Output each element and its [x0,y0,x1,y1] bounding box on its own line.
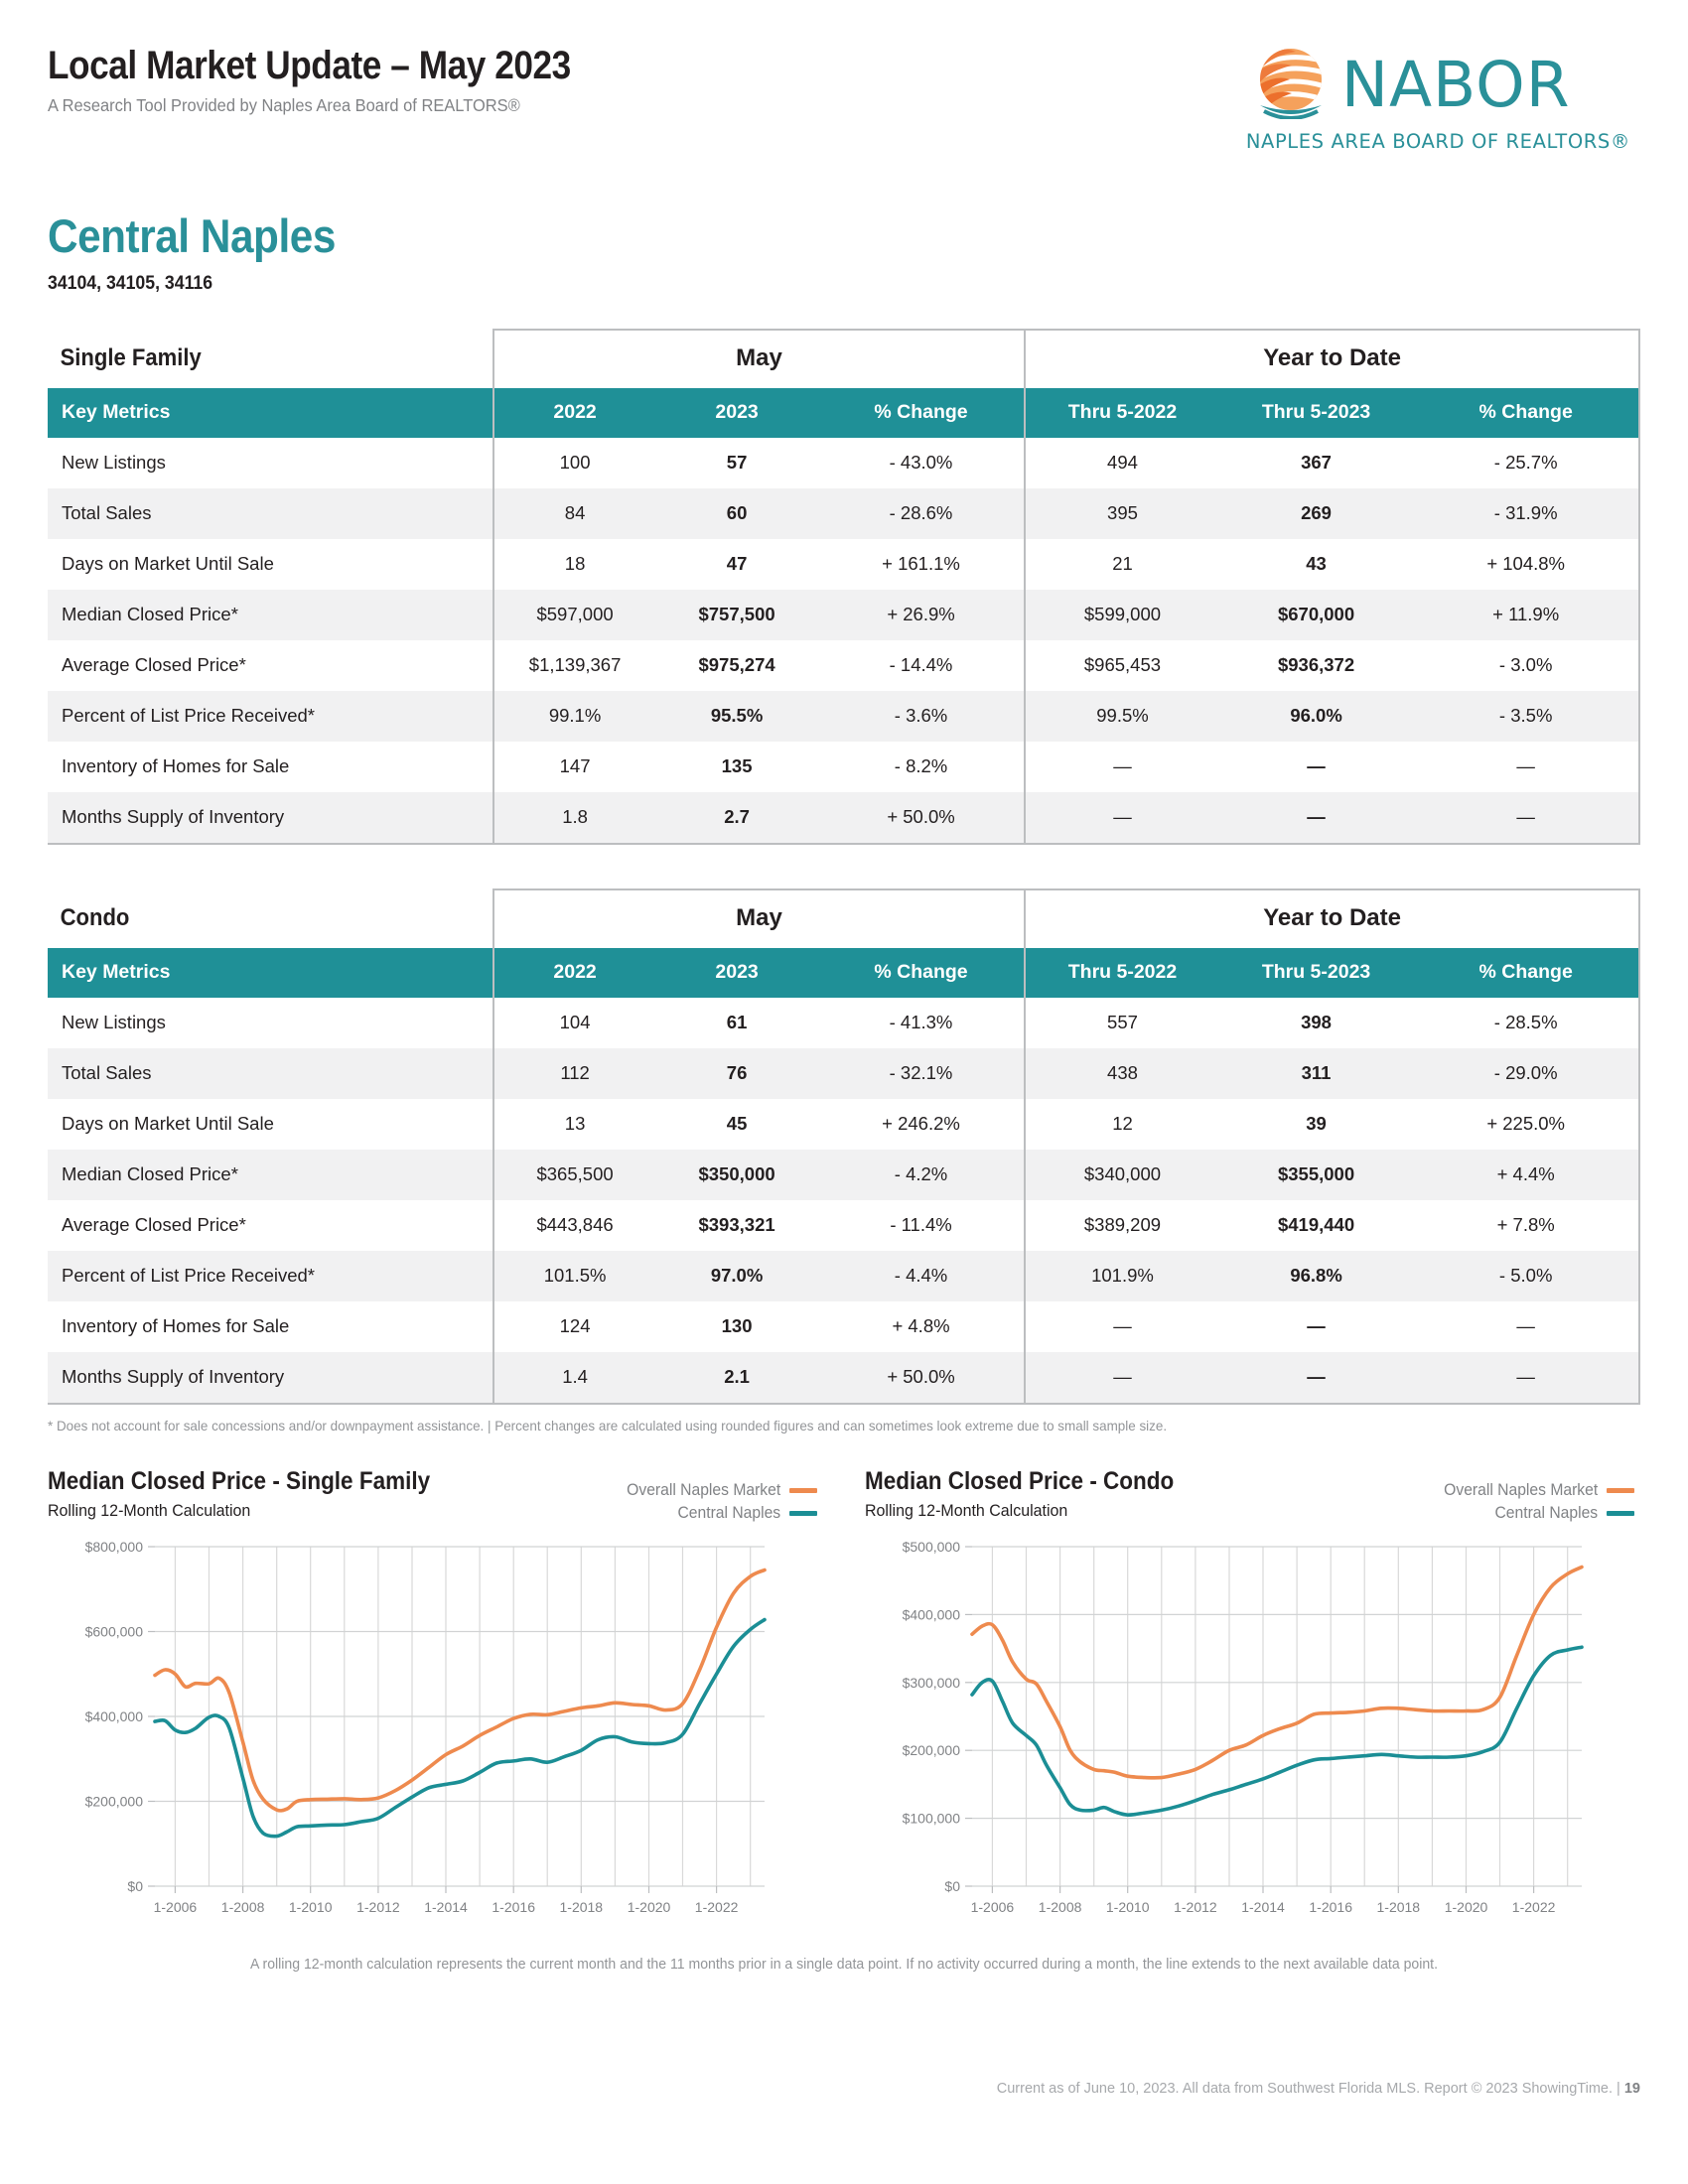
svg-text:$400,000: $400,000 [84,1708,143,1724]
column-header: Thru 5-2022 [1025,388,1219,438]
legend-swatch-icon [789,1488,817,1493]
table-row [48,1251,1639,1301]
metric-value: $443,846 [493,1200,656,1251]
metric-value: - 31.9% [1413,488,1639,539]
metric-label: New Listings [62,452,166,473]
metric-value: + 7.8% [1413,1200,1639,1251]
metric-value: $757,500 [655,590,818,640]
metric-value: $389,209 [1025,1200,1219,1251]
column-header: 2023 [655,948,818,998]
column-header: Key Metrics [48,948,493,998]
table-row [48,1352,1639,1404]
metric-value: 95.5% [655,691,818,742]
table-row [48,438,1639,488]
metric-value: 47 [726,553,748,574]
legend-label: Overall Naples Market [626,1481,780,1499]
svg-text:1-2022: 1-2022 [694,1899,739,1915]
metric-value: 99.1% [493,691,656,742]
column-header: Thru 5-2023 [1219,388,1414,438]
metric-value: 398 [1301,1012,1332,1032]
svg-text:1-2014: 1-2014 [1241,1899,1285,1915]
svg-text:1-2016: 1-2016 [1309,1899,1352,1915]
metric-value: 147 [493,742,656,792]
legend-item [619,1481,817,1500]
metric-value: + 26.9% [818,590,1025,640]
metric-value: — [1025,1352,1219,1404]
metric-value: — [1413,742,1639,792]
page-title: Local Market Update – May 2023 [48,44,571,87]
metric-value: 367 [1301,452,1332,473]
metric-value: 13 [493,1099,656,1150]
area-title: Central Naples [48,209,336,262]
area-zipcodes: 34104, 34105, 34116 [48,273,213,294]
svg-text:1-2020: 1-2020 [1444,1899,1488,1915]
legend-swatch-icon [1607,1488,1634,1493]
header-titles [48,44,642,116]
logo-tagline: NAPLES AREA BOARD OF REALTORS® [1245,130,1630,153]
table-row [48,742,1639,792]
table-group-label: Condo [60,903,130,931]
table-group-label: Single Family [60,343,202,371]
period-header: May [493,330,1025,388]
metric-value: 21 [1025,539,1219,590]
metric-value: - 28.5% [1413,998,1639,1048]
metric-value: - 41.3% [889,1012,953,1032]
metric-value: — [1219,792,1414,844]
metric-label: Total Sales [48,1048,493,1099]
metric-value: $965,453 [1025,640,1219,691]
metric-value: 39 [1306,1113,1327,1134]
chart-plot-area [865,1535,1640,1937]
metric-value: 60 [655,488,818,539]
metric-value: — [1307,1315,1326,1336]
metric-value: 18 [493,539,656,590]
footer-text: Current as of June 10, 2023. All data from Southwest Florida MLS. Report © 2023 ShowingTime. | [996,2081,1620,2097]
table-column-header [48,388,1639,438]
table-footnote: * Does not account for sale concessions and/or downpayment assistance. | Percent changes are calculated using rounded figures and can sometimes look extreme due to small sample size. [48,1418,1168,1433]
metric-value: 1.4 [493,1352,656,1404]
metric-value: $350,000 [655,1150,818,1200]
logo-row [1246,46,1630,124]
metric-label: Percent of List Price Received* [48,1251,493,1301]
table-column-header [48,948,1639,998]
table-row [48,691,1639,742]
metric-value: - 14.4% [889,654,953,675]
metric-value: $419,440 [1277,1214,1355,1235]
chart-title: Median Closed Price - Condo [865,1467,1175,1495]
chart-legend [1436,1481,1634,1527]
svg-text:1-2012: 1-2012 [1174,1899,1217,1915]
column-header: 2022 [493,388,656,438]
nabor-sphere-icon [1246,46,1336,124]
metric-value: - 3.5% [1413,691,1639,742]
metric-label: Percent of List Price Received* [48,691,493,742]
chart-footnote: A rolling 12-month calculation represents the current month and the 11 months prior in a single data point. If no activity occurred during a month, the line extends to the next available data point. [250,1957,1438,1973]
metric-value: 269 [1219,488,1414,539]
chart-plot-area [48,1535,823,1937]
chart-legend [619,1481,817,1527]
metric-value: — [1025,742,1219,792]
metric-value: - 4.2% [818,1150,1025,1200]
svg-text:$400,000: $400,000 [902,1606,960,1623]
metrics-table [48,329,1640,845]
page-number: 19 [1623,2081,1640,2097]
metrics-table [48,888,1640,1405]
table-row [48,1150,1639,1200]
metric-label: Median Closed Price* [48,590,493,640]
metric-value: 61 [726,1012,748,1032]
metric-value: 84 [493,488,656,539]
metric-value: 101.5% [493,1251,656,1301]
period-header: Year to Date [1025,889,1639,948]
metric-label: Total Sales [48,488,493,539]
column-header: % Change [818,948,1025,998]
metric-value: 438 [1025,1048,1219,1099]
metric-value: — [1025,1301,1219,1352]
metric-value: 96.0% [1219,691,1414,742]
chart-subtitle: Rolling 12-Month Calculation [48,1501,251,1520]
metric-value: 1.8 [493,792,656,844]
metric-value: 96.8% [1219,1251,1414,1301]
metrics-tables [48,329,1640,1405]
chart-single-family [48,1467,823,1937]
legend-swatch-icon [789,1511,817,1516]
metric-value: $975,274 [698,654,775,675]
table-row [48,1200,1639,1251]
legend-label: Overall Naples Market [1443,1481,1598,1499]
metric-value: 2.1 [655,1352,818,1404]
svg-text:1-2018: 1-2018 [1376,1899,1421,1915]
svg-text:$300,000: $300,000 [902,1674,960,1691]
nabor-logo [1246,46,1630,153]
chart-title: Median Closed Price - Single Family [48,1467,431,1495]
metric-value: 395 [1025,488,1219,539]
page-subtitle: A Research Tool Provided by Naples Area Board of REALTORS® [48,95,520,115]
table-row [48,998,1639,1048]
metric-value: $936,372 [1277,654,1355,675]
table-row [48,640,1639,691]
metric-value: - 5.0% [1413,1251,1639,1301]
metric-label: Months Supply of Inventory [48,792,493,844]
svg-text:$500,000: $500,000 [902,1539,960,1555]
metric-value: 12 [1025,1099,1219,1150]
svg-text:1-2006: 1-2006 [153,1899,198,1915]
metric-value: $365,500 [493,1150,656,1200]
metric-value: + 161.1% [882,553,960,574]
svg-text:$0: $0 [127,1878,143,1894]
svg-text:$800,000: $800,000 [84,1539,143,1555]
metric-value: - 3.6% [818,691,1025,742]
metric-value: - 28.6% [818,488,1025,539]
metric-value: 99.5% [1025,691,1219,742]
metric-value: + 11.9% [1413,590,1639,640]
svg-text:$200,000: $200,000 [902,1742,960,1759]
metric-value: 101.9% [1025,1251,1219,1301]
metric-value: - 3.0% [1413,640,1639,691]
metric-value: 311 [1219,1048,1414,1099]
metric-value: - 25.7% [1413,438,1639,488]
chart-subtitle: Rolling 12-Month Calculation [865,1501,1068,1520]
metric-value: 557 [1025,998,1219,1048]
metric-value: - 43.0% [889,452,953,473]
table-row [48,1048,1639,1099]
table-row [48,1099,1639,1150]
metric-value: + 225.0% [1413,1099,1639,1150]
metric-value: — [1413,1301,1639,1352]
column-header: % Change [818,388,1025,438]
svg-text:$200,000: $200,000 [84,1793,143,1810]
metric-label: Inventory of Homes for Sale [62,755,290,776]
metric-value: 97.0% [655,1251,818,1301]
period-header: May [493,889,1025,948]
metric-value: + 4.4% [1413,1150,1639,1200]
metric-label: Months Supply of Inventory [48,1352,493,1404]
metric-value: 2.7 [655,792,818,844]
chart-condo [865,1467,1640,1937]
metric-value: $597,000 [493,590,656,640]
column-header: 2023 [655,388,818,438]
table-row [48,1301,1639,1352]
metric-value: + 246.2% [882,1113,960,1134]
period-header: Year to Date [1025,330,1639,388]
metric-value: - 8.2% [894,755,948,776]
svg-text:1-2008: 1-2008 [1038,1899,1082,1915]
svg-text:$100,000: $100,000 [902,1810,960,1827]
table-row [48,590,1639,640]
svg-text:1-2012: 1-2012 [356,1899,400,1915]
legend-label: Central Naples [1494,1504,1598,1522]
metric-value: — [1219,1352,1414,1404]
metric-value: 100 [493,438,656,488]
metric-label: Days on Market Until Sale [62,1113,274,1134]
metric-value: 130 [721,1315,753,1336]
svg-text:1-2010: 1-2010 [1105,1899,1150,1915]
svg-text:1-2020: 1-2020 [627,1899,671,1915]
table-row [48,539,1639,590]
metric-label: Average Closed Price* [62,654,246,675]
metric-value: - 32.1% [818,1048,1025,1099]
metric-label: New Listings [62,1012,166,1032]
metric-value: 112 [493,1048,656,1099]
column-header: Thru 5-2022 [1025,948,1219,998]
svg-text:1-2010: 1-2010 [288,1899,333,1915]
svg-text:$600,000: $600,000 [84,1623,143,1640]
legend-item [1436,1504,1634,1523]
logo-wordmark: NABOR [1340,48,1571,121]
column-header: Thru 5-2023 [1219,948,1414,998]
metric-value: — [1413,792,1639,844]
svg-text:1-2014: 1-2014 [424,1899,468,1915]
metric-value: $355,000 [1219,1150,1414,1200]
metric-value: 76 [655,1048,818,1099]
metric-value: - 4.4% [818,1251,1025,1301]
svg-text:1-2006: 1-2006 [970,1899,1015,1915]
legend-item [619,1504,817,1523]
column-header: Key Metrics [48,388,493,438]
legend-label: Central Naples [677,1504,780,1522]
metric-value: — [1413,1352,1639,1404]
metric-value: 43 [1306,553,1327,574]
metric-value: 135 [721,755,753,776]
metric-value: 57 [726,452,748,473]
metric-value: 494 [1025,438,1219,488]
legend-swatch-icon [1607,1511,1634,1516]
table-row [48,488,1639,539]
metric-label: Average Closed Price* [62,1214,246,1235]
table-row [48,792,1639,844]
metric-label: Days on Market Until Sale [62,553,274,574]
page-header [48,44,1640,153]
metric-value: 45 [726,1113,748,1134]
metric-value: — [1307,755,1326,776]
svg-text:1-2022: 1-2022 [1511,1899,1556,1915]
svg-text:1-2008: 1-2008 [220,1899,265,1915]
page-footer [997,2081,1640,2097]
metric-value: - 29.0% [1413,1048,1639,1099]
metric-value: + 50.0% [818,792,1025,844]
svg-text:1-2016: 1-2016 [492,1899,535,1915]
metric-value: $340,000 [1025,1150,1219,1200]
metric-value: + 50.0% [818,1352,1025,1404]
svg-text:$0: $0 [944,1878,960,1894]
metric-value: — [1025,792,1219,844]
column-header: % Change [1413,388,1639,438]
metric-label: Median Closed Price* [48,1150,493,1200]
metric-value: 124 [493,1301,656,1352]
metric-label: Inventory of Homes for Sale [62,1315,290,1336]
metric-value: $393,321 [698,1214,775,1235]
svg-text:1-2018: 1-2018 [559,1899,604,1915]
legend-item [1436,1481,1634,1500]
column-header: % Change [1413,948,1639,998]
metric-value: $670,000 [1219,590,1414,640]
table-group-header [48,330,1639,388]
charts-section [48,1467,1640,1937]
metric-value: $1,139,367 [493,640,656,691]
metric-value: - 11.4% [890,1214,952,1235]
column-header: 2022 [493,948,656,998]
table-group-header [48,889,1639,948]
metric-value: $599,000 [1025,590,1219,640]
metric-value: + 104.8% [1413,539,1639,590]
metric-value: 104 [493,998,656,1048]
metric-value: + 4.8% [892,1315,950,1336]
